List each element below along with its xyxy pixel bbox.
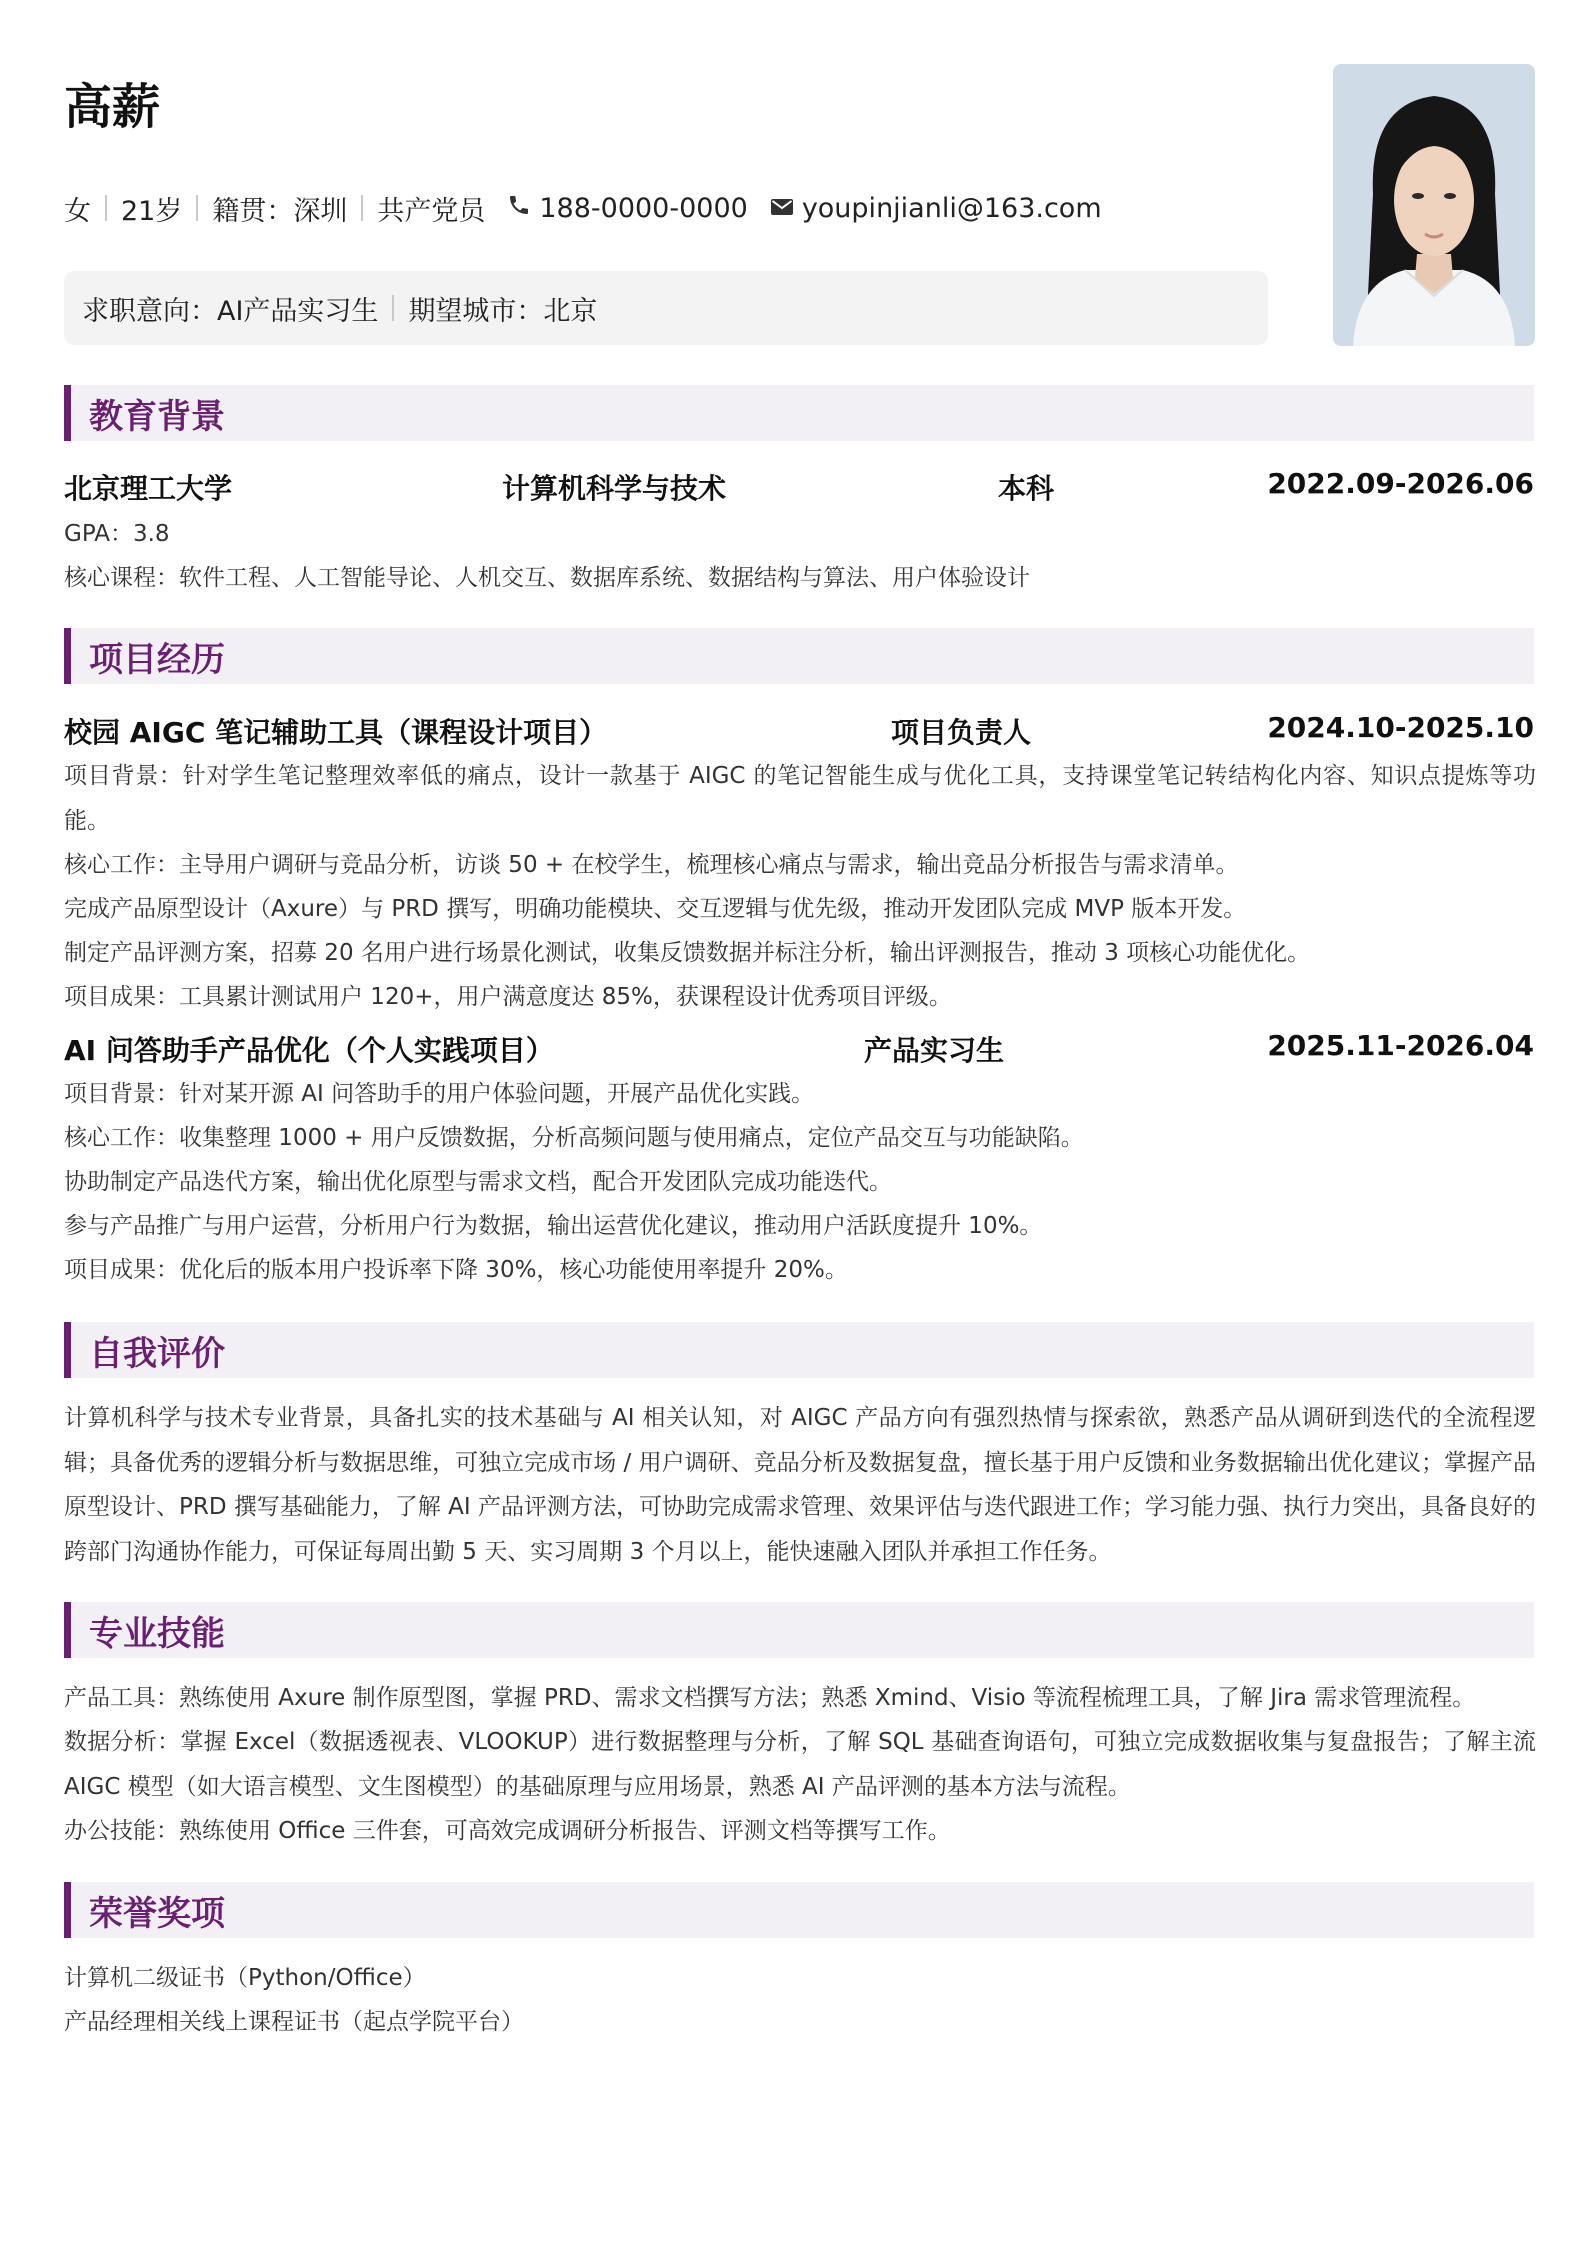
divider [392,295,394,321]
skill-data: 数据分析：掌握 Excel（数据透视表、VLOOKUP）进行数据整理与分析，了解 SQL 基础查询语句，可独立完成数据收集与复盘报告；了解主流 AIGC 模型（如大语言模型、文生图模型）的基础原理与应用场景，熟悉 AI 产品评测的基本方法与流程。 [64,1729,1536,1800]
candidate-name: 高薪 [64,79,161,135]
section-title-projects: 项目经历 [64,628,1534,684]
project-background: 项目背景：针对学生笔记整理效率低的痛点，设计一款基于 AIGC 的笔记智能生成与优化工具，支持课堂笔记转结构化内容、知识点提炼等功能。 [64,763,1536,834]
political-status: 共产党员 [377,195,486,227]
self-evaluation-text: 计算机科学与技术专业背景，具备扎实的技术基础与 AI 相关认知，对 AIGC 产品方向有强烈热情与探索欲，熟悉产品从调研到迭代的全流程逻辑；具备优秀的逻辑分析与数据思维，可独立完成市场 / 用户调研、竞品分析及数据复盘，擅长基于用户反馈和业务数据输出优化建议；掌握产品原型设计、PRD 撰写基础能力，了解 AI 产品评测方法，可协助完成需求管理、效果评估与迭代跟进工作；学习能力强、执行力突出，具备良好的跨部门沟通协作能力，可保证每周出勤 5 天、实习周期 3 个月以上，能快速融入团队并承担工作任务。 [64,1405,1537,1565]
job-intent-bar [64,271,1268,345]
divider [361,195,363,221]
project-header [64,1029,1534,1069]
divider [105,195,107,221]
phone-number[interactable]: 188-0000-0000 [539,192,748,224]
project-work-item: 参与产品推广与用户运营，分析用户行为数据，输出运营优化建议，推动用户活跃度提升 10%。 [64,1213,1043,1239]
award-item: 产品经理相关线上课程证书（起点学院平台） [64,2009,524,2035]
gender: 女 [64,195,91,227]
project-name: AI 问答助手产品优化（个人实践项目） [64,1034,554,1067]
project-role: 产品实习生 [864,1034,1005,1067]
project-work-item: 完成产品原型设计（Axure）与 PRD 撰写，明确功能模块、交互逻辑与优先级，推动开发团队完成 MVP 版本开发。 [64,896,1247,922]
job-intent: 求职意向：AI产品实习生 [82,295,379,327]
project-period: 2025.11-2026.04 [1267,1029,1534,1062]
core-courses: 核心课程：软件工程、人工智能导论、人机交互、数据库系统、数据结构与算法、用户体验设计 [64,565,1030,591]
degree: 本科 [998,472,1055,505]
hometown: 籍贯：深圳 [212,195,348,227]
education-period: 2022.09-2026.06 [1267,467,1534,500]
section-title-skills: 专业技能 [64,1602,1534,1658]
project-work-item: 核心工作：收集整理 1000 + 用户反馈数据，分析高频问题与使用痛点，定位产品交互与功能缺陷。 [64,1125,1084,1151]
avatar [1333,64,1535,346]
section-title-education: 教育背景 [64,385,1534,441]
phone-icon [507,193,531,224]
project-role: 项目负责人 [891,716,1032,749]
project-work-item: 核心工作：主导用户调研与竞品分析，访谈 50 + 在校学生，梳理核心痛点与需求，输出竞品分析报告与需求清单。 [64,852,1239,878]
section-title-awards: 荣誉奖项 [64,1882,1534,1938]
project-work-item: 制定产品评测方案，招募 20 名用户进行场景化测试，收集反馈数据并标注分析，输出评测报告，推动 3 项核心功能优化。 [64,940,1311,966]
gpa: GPA：3.8 [64,521,170,547]
divider [196,195,198,221]
project-result: 项目成果：工具累计测试用户 120+，用户满意度达 85%，获课程设计优秀项目评级。 [64,984,952,1010]
skill-tools: 产品工具：熟练使用 Axure 制作原型图，掌握 PRD、需求文档撰写方法；熟悉 Xmind、Visio 等流程梳理工具，了解 Jira 需求管理流程。 [64,1685,1476,1711]
email-address[interactable]: youpinjianli@163.com [801,192,1102,224]
project-work-item: 协助制定产品迭代方案，输出优化原型与需求文档，配合开发团队完成功能迭代。 [64,1169,892,1195]
project-name: 校园 AIGC 笔记辅助工具（课程设计项目） [64,716,608,749]
education-row [64,467,1534,507]
expected-city: 期望城市：北京 [408,295,598,327]
major: 计算机科学与技术 [502,472,727,505]
mail-icon [770,193,794,224]
section-title-self-evaluation: 自我评价 [64,1322,1534,1378]
project-result: 项目成果：优化后的版本用户投诉率下降 30%，核心功能使用率提升 20%。 [64,1257,848,1283]
project-background: 项目背景：针对某开源 AI 问答助手的用户体验问题，开展产品优化实践。 [64,1081,815,1107]
award-item: 计算机二级证书（Python/Office） [64,1965,426,1991]
school-name: 北京理工大学 [64,472,233,505]
project-period: 2024.10-2025.10 [1267,711,1534,744]
age: 21岁 [121,195,183,227]
project-header [64,711,1534,751]
contact-line [64,188,1102,228]
skill-office: 办公技能：熟练使用 Office 三件套，可高效完成调研分析报告、评测文档等撰写工作。 [64,1818,951,1844]
